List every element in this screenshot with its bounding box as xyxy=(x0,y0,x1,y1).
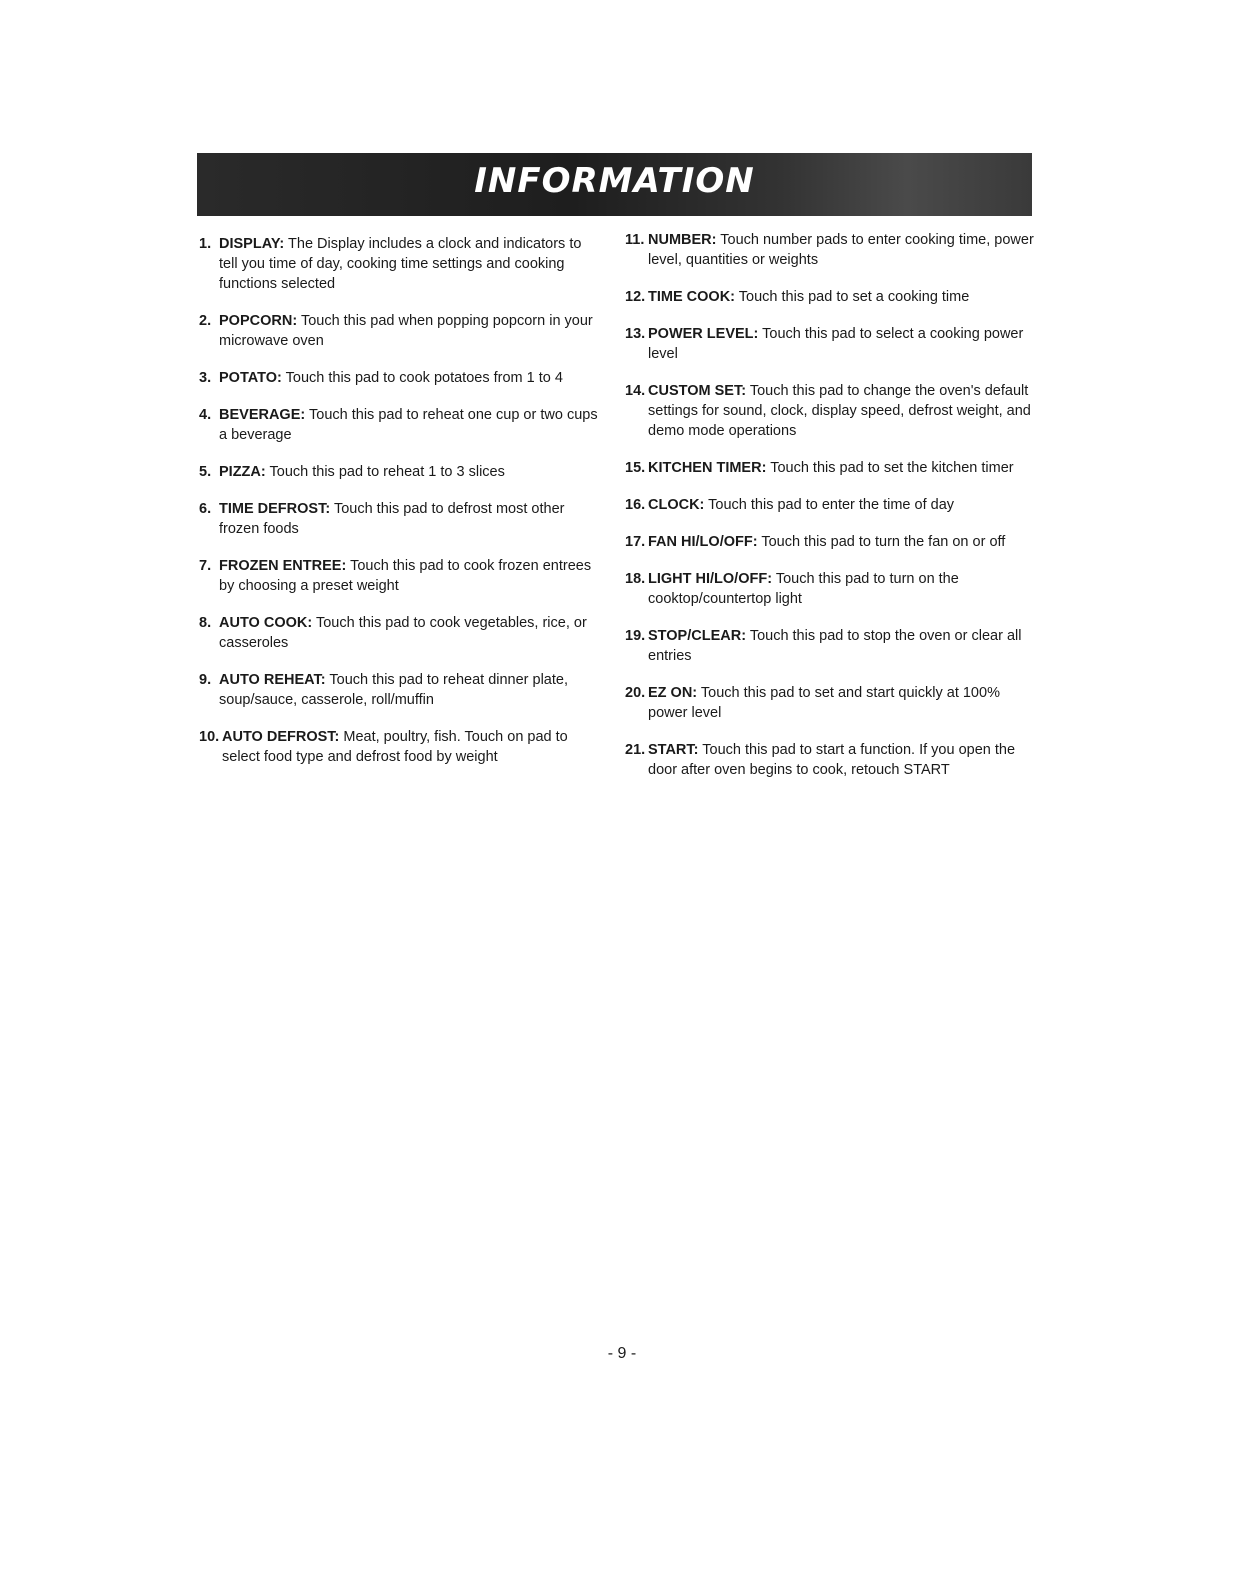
item-term: FROZEN ENTREE: xyxy=(219,558,347,574)
item-number: 7. xyxy=(199,558,212,574)
item-description: Touch this pad to change the oven's default settings for sound, clock, display speed, defrost weight, and demo mode operations xyxy=(648,383,1031,439)
item-number: 4. xyxy=(199,407,212,423)
right-column xyxy=(625,230,1035,797)
item-term: AUTO REHEAT: xyxy=(219,672,326,688)
item-number: 21. xyxy=(625,742,646,758)
item-description: Touch this pad to defrost most other frozen foods xyxy=(219,501,565,537)
item-number: 15. xyxy=(625,460,646,476)
item-number: 16. xyxy=(625,497,646,513)
item-term: STOP/CLEAR: xyxy=(648,628,747,644)
item-term: LIGHT HI/LO/OFF: xyxy=(648,571,773,587)
item-term: TIME DEFROST: xyxy=(219,501,331,517)
list-item xyxy=(199,405,599,445)
page-title: INFORMATION xyxy=(474,161,755,201)
item-term: DISPLAY: xyxy=(219,236,285,252)
item-term: CLOCK: xyxy=(648,497,705,513)
item-description: Touch this pad when popping popcorn in your microwave oven xyxy=(219,313,593,349)
item-description: Touch this pad to cook potatoes from 1 to 4 xyxy=(285,370,563,386)
item-number: 6. xyxy=(199,501,212,517)
list-item xyxy=(625,458,1035,478)
item-number: 17. xyxy=(625,534,646,550)
item-description: Touch this pad to turn the fan on or off xyxy=(761,534,1006,550)
list-item xyxy=(199,670,599,710)
list-item xyxy=(199,368,599,388)
item-term: POTATO: xyxy=(219,370,282,386)
list-item xyxy=(199,311,599,351)
item-term: BEVERAGE: xyxy=(219,407,306,423)
item-term: AUTO DEFROST: xyxy=(222,729,340,745)
item-description: Touch this pad to set and start quickly at 100% power level xyxy=(648,685,1000,721)
list-item xyxy=(625,569,1035,609)
item-number: 2. xyxy=(199,313,212,329)
item-description: Touch this pad to stop the oven or clear all entries xyxy=(648,628,1022,664)
item-description: Meat, poultry, fish. Touch on pad to select food type and defrost food by weight xyxy=(222,729,568,765)
item-number: 14. xyxy=(625,383,646,399)
item-description: Touch this pad to set a cooking time xyxy=(738,289,970,305)
item-description: Touch this pad to cook frozen entrees by choosing a preset weight xyxy=(219,558,592,594)
item-description: Touch this pad to start a function. If you open the door after oven begins to cook, retouch START xyxy=(648,742,1016,778)
item-description: Touch this pad to reheat dinner plate, soup/sauce, casserole, roll/muffin xyxy=(219,672,568,708)
item-term: AUTO COOK: xyxy=(219,615,313,631)
item-term: EZ ON: xyxy=(648,685,698,701)
list-item xyxy=(625,683,1035,723)
page-number: - 9 - xyxy=(607,1345,637,1362)
item-number: 3. xyxy=(199,370,212,386)
item-number: 9. xyxy=(199,672,212,688)
item-term: NUMBER: xyxy=(648,232,717,248)
item-number: 18. xyxy=(625,571,646,587)
item-description: Touch this pad to reheat 1 to 3 slices xyxy=(269,464,505,480)
item-description: Touch number pads to enter cooking time, power level, quantities or weights xyxy=(648,232,1034,268)
item-term: FAN HI/LO/OFF: xyxy=(648,534,758,550)
item-number: 12. xyxy=(625,289,646,305)
list-item xyxy=(625,626,1035,666)
item-term: POWER LEVEL: xyxy=(648,326,759,342)
list-item xyxy=(199,462,599,482)
list-item xyxy=(625,287,1035,307)
list-item xyxy=(625,324,1035,364)
item-term: POPCORN: xyxy=(219,313,298,329)
item-term: KITCHEN TIMER: xyxy=(648,460,767,476)
item-description: Touch this pad to enter the time of day xyxy=(708,497,955,513)
item-description: Touch this pad to select a cooking power level xyxy=(648,326,1024,362)
list-item xyxy=(199,499,599,539)
item-term: START: xyxy=(648,742,699,758)
item-description: Touch this pad to set the kitchen timer xyxy=(770,460,1014,476)
item-term: PIZZA: xyxy=(219,464,266,480)
item-number: 13. xyxy=(625,326,646,342)
item-description: Touch this pad to turn on the cooktop/countertop light xyxy=(648,571,959,607)
list-item xyxy=(625,381,1035,441)
list-item xyxy=(625,740,1035,780)
item-number: 11. xyxy=(625,232,645,248)
item-term: TIME COOK: xyxy=(648,289,735,305)
item-number: 20. xyxy=(625,685,646,701)
item-description: The Display includes a clock and indicators to tell you time of day, cooking time settings and cooking functions selected xyxy=(219,236,582,292)
left-column xyxy=(199,234,599,784)
list-item xyxy=(199,234,599,294)
list-item xyxy=(625,532,1035,552)
list-item xyxy=(625,495,1035,515)
title-banner xyxy=(197,153,1032,216)
list-item xyxy=(199,613,599,653)
list-item xyxy=(625,230,1035,270)
item-number: 1. xyxy=(199,236,212,252)
item-number: 5. xyxy=(199,464,212,480)
item-number: 8. xyxy=(199,615,212,631)
item-number: 10. xyxy=(199,729,220,745)
item-term: CUSTOM SET: xyxy=(648,383,747,399)
list-item xyxy=(199,727,599,767)
item-number: 19. xyxy=(625,628,646,644)
item-description: Touch this pad to cook vegetables, rice, or casseroles xyxy=(219,615,587,651)
list-item xyxy=(199,556,599,596)
item-description: Touch this pad to reheat one cup or two cups a beverage xyxy=(219,407,598,443)
